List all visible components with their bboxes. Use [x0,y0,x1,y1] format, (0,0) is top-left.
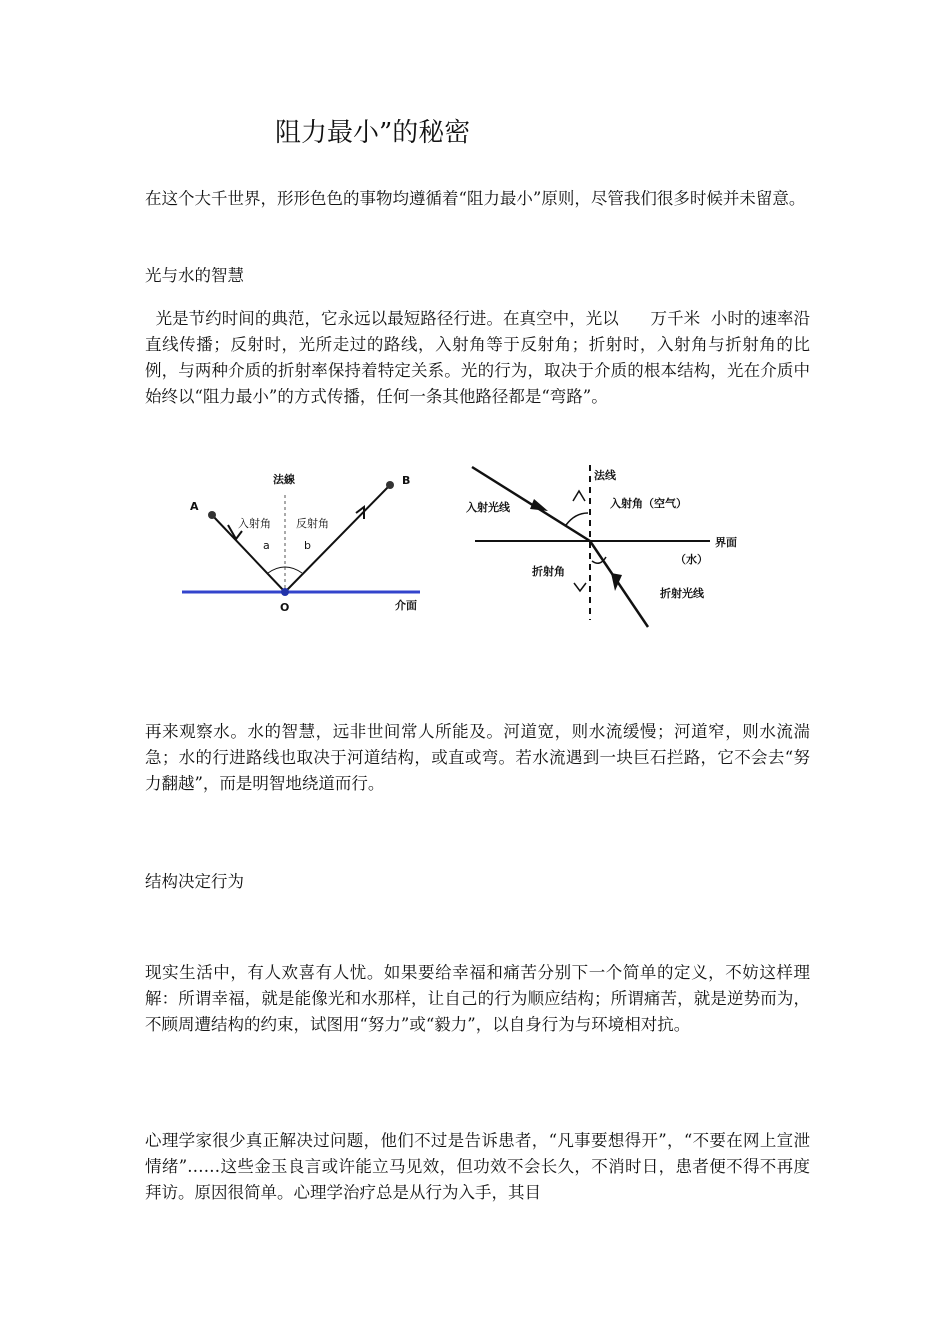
reflection-normal-label: 法線 [273,473,295,486]
section-heading-light-water: 光与水的智慧 [145,266,244,285]
incident-ray-arrowhead [530,499,548,511]
refracted-ray-label: 折射光线 [660,587,704,600]
refraction-diagram [466,465,737,627]
point-b-dot [386,481,394,489]
water-label: （水） [675,553,708,566]
refracted-light-ray [590,541,648,627]
refraction-angle-arrow [574,583,586,591]
refraction-angle-label: 折射角 [532,565,565,578]
incidence-angle-arc [566,513,588,525]
interface-label: 界面 [715,536,737,549]
reflection-angle-label: 反射角 [296,517,329,530]
refraction-normal-label: 法线 [594,469,616,482]
happiness-paragraph: 现实生活中，有人欢喜有人忧。如果要给幸福和痛苦分别下一个简单的定义，不妨这样理解：所谓幸福，就是能像光和水那样，让自己的行为顺应结构；所谓痛苦，就是逆势而为，不顾周遭结构的约束，试图用“努力”或“毅力”，以自身行为与环境相对抗。 [145,963,810,1034]
angle-b-label: b [304,539,311,552]
water-paragraph: 再来观察水。水的智慧，远非世间常人所能及。河道宽，则水流缓慢；河道窄，则水流湍急；水的行进路线也取决于河道结构，或直或弯。若水流遇到一块巨石拦路，它不会去“努力翻越”，而是明智地绕道而行。 [145,722,810,793]
medium-label: 介面 [395,599,417,612]
incidence-air-label: 入射角（空气） [610,497,687,510]
point-o-label: O [280,601,290,614]
intro-paragraph: 在这个大千世界，形形色色的事物均遵循着“阻力最小”原则，尽管我们很多时候并未留意。 [145,189,806,208]
point-a-dot [208,511,216,519]
reflection-diagram [182,472,420,614]
refracted-ray-arrowhead [611,573,622,591]
angle-a-label: a [263,539,270,552]
page-title: 阻力最小”的秘密 [275,118,471,148]
psychology-paragraph: 心理学家很少真正解决过问题，他们不过是告诉患者，“凡事要想得开”，“不要在网上宣泄情绪”……这些金玉良言或许能立马见效，但功效不会长久，不消时日，患者便不得不再度拜访。原因很简单。心理学治疗总是从行为入手，其目 [145,1131,810,1202]
optics-figure [170,455,790,640]
point-a-label: A [190,500,199,513]
point-b-label: B [402,474,411,487]
incidence-angle-arrow [573,491,585,501]
incident-ray-label: 入射光线 [466,501,510,514]
incidence-angle-label: 入射角 [238,517,271,530]
light-paragraph: 光是节约时间的典范，它永远以最短路径行进。在真空中，光以 万千米 小时的速率沿直线传播；反射时，光所走过的路线，入射角等于反射角；折射时，入射角与折射角的比例，与两种介质的折射率保持着特定关系。光的行为，取决于介质的根本结构，光在介质中始终以“阻力最小”的方式传播，任何一条其他路径都是“弯路”。 [145,309,810,406]
point-o-dot [281,588,289,596]
reflected-ray [285,485,390,592]
section-heading-structure: 结构决定行为 [145,872,244,891]
